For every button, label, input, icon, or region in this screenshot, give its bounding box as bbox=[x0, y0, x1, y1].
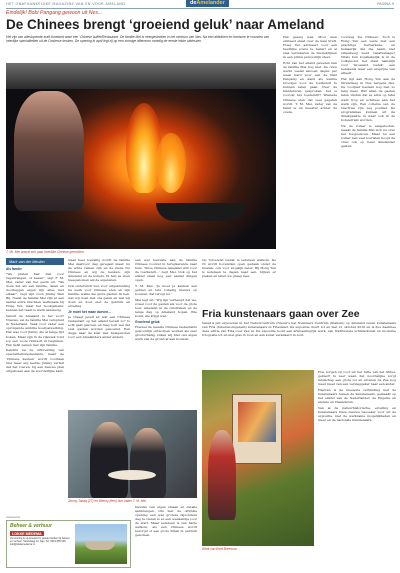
paragraph: Je vraagt jezelf af: wat een Chinees restaurant op het eiland bevalt zo? Is echt gaat geloven, en mag toch wel dat veel gasten worden genoemd. Een dagje naar de kust met huisgenoten voor een Amelanders ander anders. bbox=[68, 315, 130, 340]
paragraph: een wel bewuste aan de familie Chinees voorzet in terugkerende naar huis. 'Onze Chinese Ameland wilt voor de toerkendt...' zegt Mei. Ook op het eiland staat nog een aantal dingen open. bbox=[135, 258, 197, 283]
paragraph: Ook ondervindt wel, voor uitgebreiding na werk voor Chinese eten en zijn familie, welke die grote gasten. Ik ben, wat wij doen met ons geluk en wat wij doen en doet met de gebruik en ervaring. bbox=[68, 284, 130, 309]
advertisement-label: Advertentie bbox=[6, 515, 21, 519]
article-column-2 bbox=[68, 258, 130, 408]
wok bbox=[156, 203, 246, 221]
ad-title: Beheer & verhuur bbox=[10, 523, 52, 529]
paragraph: Hoe zorgen zij voor uit het hitte van het Stilus-gebied? Is zeer waar, het noordelijke zorgt landschap een grote rol en ervaren de Zee nog meer meer van een verslaggeker naar een ander. bbox=[318, 370, 396, 387]
article-intro: Het zijn van alleslopende kraft Ameland waar een 'Chinese buffet/Restaurant. De familie Mei is neergestreken in het centrum van Nes. Na een afdekken en toerisme te voorzien van heerlijke specialiteiten uit de Oosterse keuken. De opening in april legt zij op een zonnige afternoon moedig de eerste lekke uitdessen. bbox=[6, 35, 270, 44]
paragraph: kwestie van eigen smaak en details aanbrengen. Om met de officiële opening een wat grotere bijzondere dag te vieren is er een weekendje voor de start. Maar iedereen is van harte welkom, als een Chinees wordt bezorgd of een grote Smak in gebruik genomen. bbox=[135, 505, 197, 538]
paragraph: Hoewel de meeste Chinese restaurants gewoonlijk ontworpen worden als zeer grootschalig, zullen wij hier ons eigen werk van de grond af aan bouwen. bbox=[135, 325, 197, 342]
logo-name: Amelander bbox=[196, 0, 225, 6]
paragraph: voorweg 'De Chinees'. Toch is Hong Yun een vaste met een prachtige herberkens, en helaasrijk dat die naam niet simpelweg werd vanafvelsage? Vitals hun kopshakelijk is in de volksmond, het staat namelijk voor 'Groeiend Geluk', een betekenis waar een ereprijze van afteert. bbox=[341, 35, 395, 76]
paragraph: "We praten hier niet voor regenrangen, of bazen", legt F. M. Mei, vader van het gezin uit. "We doen het als een familie, delen en doorleggen eigen lijk alles met elkaar", zegt zijn zoon Jimmy Wen Bij. Naast de familie Mei zijn er een aantal extra krachten werkzaam bij Hong Yun, maar het 'kookgeheim' kennen het team is sterk aanwezig. bbox=[6, 272, 64, 313]
article-column-left bbox=[6, 272, 64, 518]
author-box bbox=[6, 258, 64, 271]
header-publication-tagline: HET ONAFHANKELIJKE MAGAZINE VAN EN VOOR AMELAND bbox=[6, 2, 126, 6]
paragraph: Van al de natuurhistorische, ervaring en kunstenaars Deze nieuwe bezoeker voor uit de expositie, met de werkzame mogelijkheden en meer en de nationale kunstenaars. bbox=[318, 405, 396, 423]
page-header bbox=[0, 0, 400, 8]
article-kicker: Eindelijk! Bobi Pangang gewoon uit Nes... bbox=[6, 10, 103, 16]
wok-flame-secondary bbox=[156, 133, 186, 193]
section-subheading: Je moet het maar durven... bbox=[68, 310, 111, 315]
canvas-painting bbox=[238, 402, 276, 442]
paragraph: maar heel toevallig wordt de familie Mei daarvoor dag geregeld maar, nu de echte ramen zijn en de mens Nu Chinees en wij de keuken, zijn Ameland en de kokers. Ik heb ze even meegenomen als de eigenaren. bbox=[68, 258, 130, 283]
family-photo-caption: Jimmy Tanaq (27) en Wenny (fem) hun vader T. M. Mei. bbox=[68, 499, 147, 503]
serving-plate bbox=[108, 470, 156, 480]
paragraph: Kendini na de uitbreiding van specialiteitsrestaurants, maar de 'Chinese keuken' wordt voortaan niet meer erg leefde. Jimmy vertelt dat het roeren, bij een nieuwe plek uitgekozen aan de noorderlijke kant. bbox=[6, 348, 64, 373]
boat bbox=[85, 542, 115, 550]
person-figure bbox=[90, 422, 128, 498]
paragraph: Het ligt aan Hong Yun aan de Strandweg in Nes nergens dus. De voorjaar bestaat nog niet zo lang meer. Wat allen de gasten laten vinden dat ze allos op tafel want trop en echtrees aan het werk zijn. Een collerse set, de reactries zijn zeg positief. De programmas kunnen uit de Smakpalette in waar ook in de hotelerrant worden. bbox=[341, 77, 395, 122]
kitchen-hood bbox=[6, 63, 276, 89]
author-name: Mark van der Meulen bbox=[6, 258, 64, 265]
family-photo bbox=[68, 410, 197, 498]
advertisement[interactable] bbox=[6, 520, 131, 568]
article2-intro: Vanaf 9 juli exposeren in het Natuurcentrum (Nieuw's het Nummers Centrum (Stallum) op Ameland zeven kunstenaars van Fria (tuberenomgebeld) kunstenaars in Friesland. De expositie duurt tot en met 21 oktober 2016 en is dus daarmee deze editie van Fria over Zee al. De expositie toont een afwisselingrijk werk, van traditionele schilderkunst en moderne fotografie tot en met glas in lood en één kunst verankerd in zout. bbox=[202, 321, 396, 338]
masthead-logo bbox=[186, 0, 229, 7]
paragraph: Vanuit de Ameland is het voorr Nieuws, zei de familie Mei verspreid in Nederland. Vaak voor vader een opvolgende ambitie koerpalwerking. Het was voor Jimmy die al lange tijd koken. Maar zijn in de rijswiek rond lop een vooie richtsoft in beginnen. Het liefst samen met zijn familie. bbox=[6, 314, 64, 347]
article2-column bbox=[318, 370, 396, 560]
paragraph: Hiervan is de nieuwste verbinding met de kunstenaars tussen de kunstenaars, gemaakt op het eiland van de Nederlander, de Engelse en andere en Vlaanderen. bbox=[318, 387, 396, 405]
paragraph: Mei legt uit: 'Wij zijn verheugd dat we, zowel voor de gasten als voor de grote toer, Ameland in de omstreken en de lange dag op Ameland hopen. Wie komt, die krijgt wat.' bbox=[135, 298, 197, 319]
paragraph: Echt van het eiland geweten kan de familie Mei nog niet. De crew werkt veelal seizoen dagen per week hard voor een de Pabi Pangang en Aand als warme broodjes voor de toerkendt te kunnen laten gaan. Over de klanterezen gesproken; het is voorcal het toedemrit? Wienede Chinese eten dat veel gegeten wordt. T. M. Mei, vader van de famil ie en meester achter de ovens. bbox=[283, 61, 337, 114]
chef-photo-caption: T. Mr. Mei brandt een paar heerlijke Chinese gerechten. bbox=[6, 250, 85, 254]
logo-prefix: de bbox=[190, 0, 197, 6]
section-subheading: Als familie bbox=[6, 267, 22, 271]
article-headline: De Chinees brengt ‘groeiend geluk’ naar Ameland bbox=[6, 17, 325, 32]
artist-painting-photo bbox=[202, 370, 314, 546]
article2-headline: Fria kunstenaars gaan over Zee bbox=[202, 308, 360, 320]
article-column-right-2 bbox=[341, 35, 395, 327]
ad-body: Uw woning is op Ameland in goede handen bij beheer en verhuur. Strandweg 12, Nes. Tel. 0519 555 000. info@lokkemedema.nl bbox=[10, 537, 70, 547]
section-subheading: Groeiend geluk bbox=[135, 320, 160, 325]
paragraph: Het gezeig was. Mooi men ernfeest staat over de kaai kraft. Hoeg Yun adviseert voor een heerlijke scene te belleri en al snel verzekeren de muziekrijnen in een prima persoonlijk sfeer. bbox=[283, 35, 337, 60]
header-rule bbox=[6, 8, 394, 9]
article-column-right-1 bbox=[283, 35, 337, 327]
paragraph: Na de zomer is aangeboden, maakt de familie Mei zich nu over het hoogseizoen. Maar nu een zomer met veel toeristen hoopt de crew ook op meer Amelander gasten. bbox=[341, 123, 395, 148]
page-number: PAGINA 9 bbox=[377, 2, 394, 6]
article-column-3 bbox=[135, 258, 197, 408]
artist-figure bbox=[208, 430, 236, 520]
article-column-5 bbox=[135, 505, 197, 551]
chef-cooking-photo bbox=[6, 63, 276, 249]
paragraph: T. M. Mei: 'Je moet je keuken een gebied en iets volledig nieuws op bouwen, dat terugt nu.' bbox=[135, 284, 197, 297]
paragraph: Op 'Groeiend Geluk' is iedereen welkom. De rit wordt bovendien open gedaan onder de muziek, ook voor al-gelijk beter. Bij Hong Yun is iedereen te dagen naar een, blijven er pieken en laten we graag mee. bbox=[202, 258, 276, 279]
artist-photo-caption: Werk van Boet Breesma. bbox=[202, 547, 238, 551]
ad-landscape-photo bbox=[75, 524, 127, 564]
person-figure bbox=[130, 428, 166, 498]
chef-figure bbox=[14, 91, 84, 211]
wok-flame bbox=[126, 103, 162, 193]
ad-brand: LOKKE MEDEMA bbox=[12, 531, 42, 536]
